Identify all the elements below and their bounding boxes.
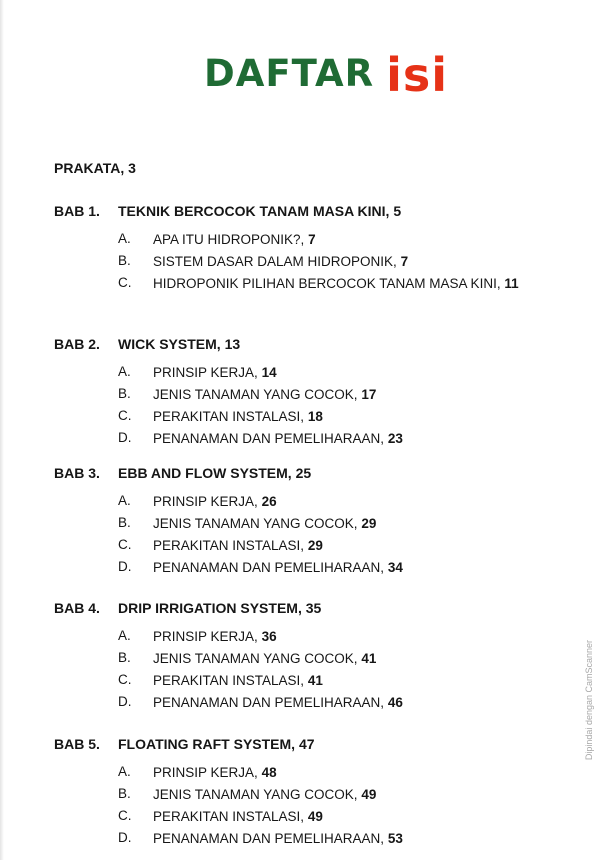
section-letter: B. (118, 253, 131, 268)
chapter-title-line (118, 736, 315, 752)
title-accent: isi (386, 48, 449, 102)
toc-chapter (0, 336, 600, 450)
chapter-heading (0, 465, 600, 491)
section-title: PERAKITAN INSTALASI, (153, 673, 305, 688)
section-title: PENANAMAN DAN PEMELIHARAAN, (153, 695, 385, 710)
section-title-line (153, 406, 523, 428)
section-title-line (153, 535, 523, 557)
section-page-number: 49 (361, 787, 377, 802)
section-letter: C. (118, 275, 132, 290)
section-page-number: 29 (307, 538, 323, 553)
section-title: JENIS TANAMAN YANG COCOK, (153, 516, 358, 531)
section-letter: D. (118, 430, 132, 445)
chapter-title-line (118, 203, 401, 219)
section-letter: C. (118, 672, 132, 687)
chapter-title: WICK SYSTEM, (118, 336, 221, 352)
toc-section (0, 784, 600, 806)
chapter-heading (0, 736, 600, 762)
section-letter: C. (118, 808, 132, 823)
section-title-line (153, 428, 523, 450)
section-title-line (153, 806, 523, 828)
section-page-number: 41 (307, 673, 323, 688)
chapter-title-line (118, 336, 240, 352)
section-title: PRINSIP KERJA, (153, 629, 258, 644)
section-title: JENIS TANAMAN YANG COCOK, (153, 651, 358, 666)
chapter-title-line (118, 600, 321, 616)
toc-section (0, 428, 600, 450)
section-page-number: 14 (261, 365, 277, 380)
section-title-line (153, 251, 523, 273)
section-page-number: 7 (400, 254, 409, 269)
section-title-line (153, 384, 523, 406)
toc-section (0, 362, 600, 384)
toc-section (0, 648, 600, 670)
chapter-page-number: 5 (393, 203, 402, 219)
section-letter: D. (118, 694, 132, 709)
chapter-number: BAB 4. (54, 600, 100, 616)
section-title-line (153, 828, 523, 850)
section-page-number: 17 (361, 387, 377, 402)
section-title: APA ITU HIDROPONIK?, (153, 232, 305, 247)
section-title: PENANAMAN DAN PEMELIHARAAN, (153, 431, 385, 446)
toc-chapter (0, 203, 600, 317)
section-page-number: 23 (387, 431, 403, 446)
toc-section (0, 535, 600, 557)
section-page-number: 29 (361, 516, 377, 531)
section-title-line (153, 670, 523, 692)
scanner-watermark: Dipindai dengan CamScanner (584, 640, 594, 761)
section-letter: A. (118, 364, 131, 379)
section-letter: D. (118, 559, 132, 574)
section-title-line (153, 362, 523, 384)
chapter-page-number: 13 (224, 336, 241, 352)
toc-section (0, 513, 600, 535)
toc-chapter (0, 600, 600, 714)
toc-section (0, 557, 600, 579)
section-title: SISTEM DASAR DALAM HIDROPONIK, (153, 254, 397, 269)
section-title: PENANAMAN DAN PEMELIHARAAN, (153, 831, 385, 846)
section-page-number: 46 (387, 695, 403, 710)
section-title: PERAKITAN INSTALASI, (153, 409, 305, 424)
section-page-number: 7 (308, 232, 316, 247)
section-title: PRINSIP KERJA, (153, 365, 258, 380)
toc-section (0, 384, 600, 406)
chapter-number: BAB 2. (54, 336, 100, 352)
section-page-number: 34 (387, 560, 403, 575)
chapter-page-number: 35 (305, 600, 322, 616)
page-title (204, 32, 449, 102)
section-title: PENANAMAN DAN PEMELIHARAAN, (153, 560, 385, 575)
chapter-heading (0, 336, 600, 362)
section-title: JENIS TANAMAN YANG COCOK, (153, 787, 358, 802)
chapter-title: EBB AND FLOW SYSTEM, (118, 465, 292, 481)
section-page-number: 48 (261, 765, 277, 780)
section-letter: A. (118, 493, 131, 508)
section-title-line (153, 648, 523, 670)
chapter-title-line (118, 465, 311, 481)
section-title-line (153, 557, 523, 579)
section-title-line (153, 692, 523, 714)
chapter-title: DRIP IRRIGATION SYSTEM, (118, 600, 302, 616)
section-page-number: 26 (261, 494, 277, 509)
title-main: DAFTAR (204, 52, 375, 95)
chapter-number: BAB 1. (54, 203, 100, 219)
chapter-page-number: 25 (295, 465, 312, 481)
toc-section (0, 692, 600, 714)
section-page-number: 18 (307, 409, 323, 424)
section-letter: B. (118, 515, 131, 530)
chapter-title: TEKNIK BERCOCOK TANAM MASA KINI, (118, 203, 390, 219)
section-letter: C. (118, 537, 132, 552)
section-letter: A. (118, 231, 131, 246)
section-page-number: 36 (261, 629, 277, 644)
toc-chapter (0, 465, 600, 579)
section-title: JENIS TANAMAN YANG COCOK, (153, 387, 358, 402)
section-letter: D. (118, 830, 132, 845)
toc-section (0, 491, 600, 513)
section-letter: B. (118, 386, 131, 401)
section-letter: B. (118, 786, 131, 801)
section-title-line (153, 273, 523, 295)
section-page-number: 11 (504, 276, 519, 291)
toc-section (0, 251, 600, 273)
section-title-line (153, 762, 523, 784)
toc-section (0, 229, 600, 251)
section-title-line (153, 491, 523, 513)
section-title: PRINSIP KERJA, (153, 765, 258, 780)
section-title: PERAKITAN INSTALASI, (153, 809, 305, 824)
section-letter: B. (118, 650, 131, 665)
chapter-title: FLOATING RAFT SYSTEM, (118, 736, 296, 752)
section-title: HIDROPONIK PILIHAN BERCOCOK TANAM MASA KINI, (153, 276, 501, 291)
section-title: PERAKITAN INSTALASI, (153, 538, 305, 553)
chapter-number: BAB 3. (54, 465, 100, 481)
section-title-line (153, 626, 523, 648)
section-title-line (153, 229, 523, 251)
toc-section (0, 406, 600, 428)
section-title-line (153, 513, 523, 535)
section-title: PRINSIP KERJA, (153, 494, 258, 509)
section-page-number: 49 (307, 809, 323, 824)
toc-section (0, 273, 600, 317)
toc-chapter (0, 736, 600, 850)
section-letter: C. (118, 408, 132, 423)
toc-section (0, 828, 600, 850)
chapter-heading (0, 203, 600, 229)
chapter-number: BAB 5. (54, 736, 100, 752)
section-page-number: 41 (361, 651, 377, 666)
section-page-number: 53 (387, 831, 403, 846)
section-title-line (153, 784, 523, 806)
toc-section (0, 670, 600, 692)
section-letter: A. (118, 764, 131, 779)
toc-prakata: PRAKATA, 3 (54, 160, 136, 176)
toc-section (0, 626, 600, 648)
chapter-heading (0, 600, 600, 626)
chapter-page-number: 47 (298, 736, 315, 752)
toc-section (0, 762, 600, 784)
section-letter: A. (118, 628, 131, 643)
toc-section (0, 806, 600, 828)
